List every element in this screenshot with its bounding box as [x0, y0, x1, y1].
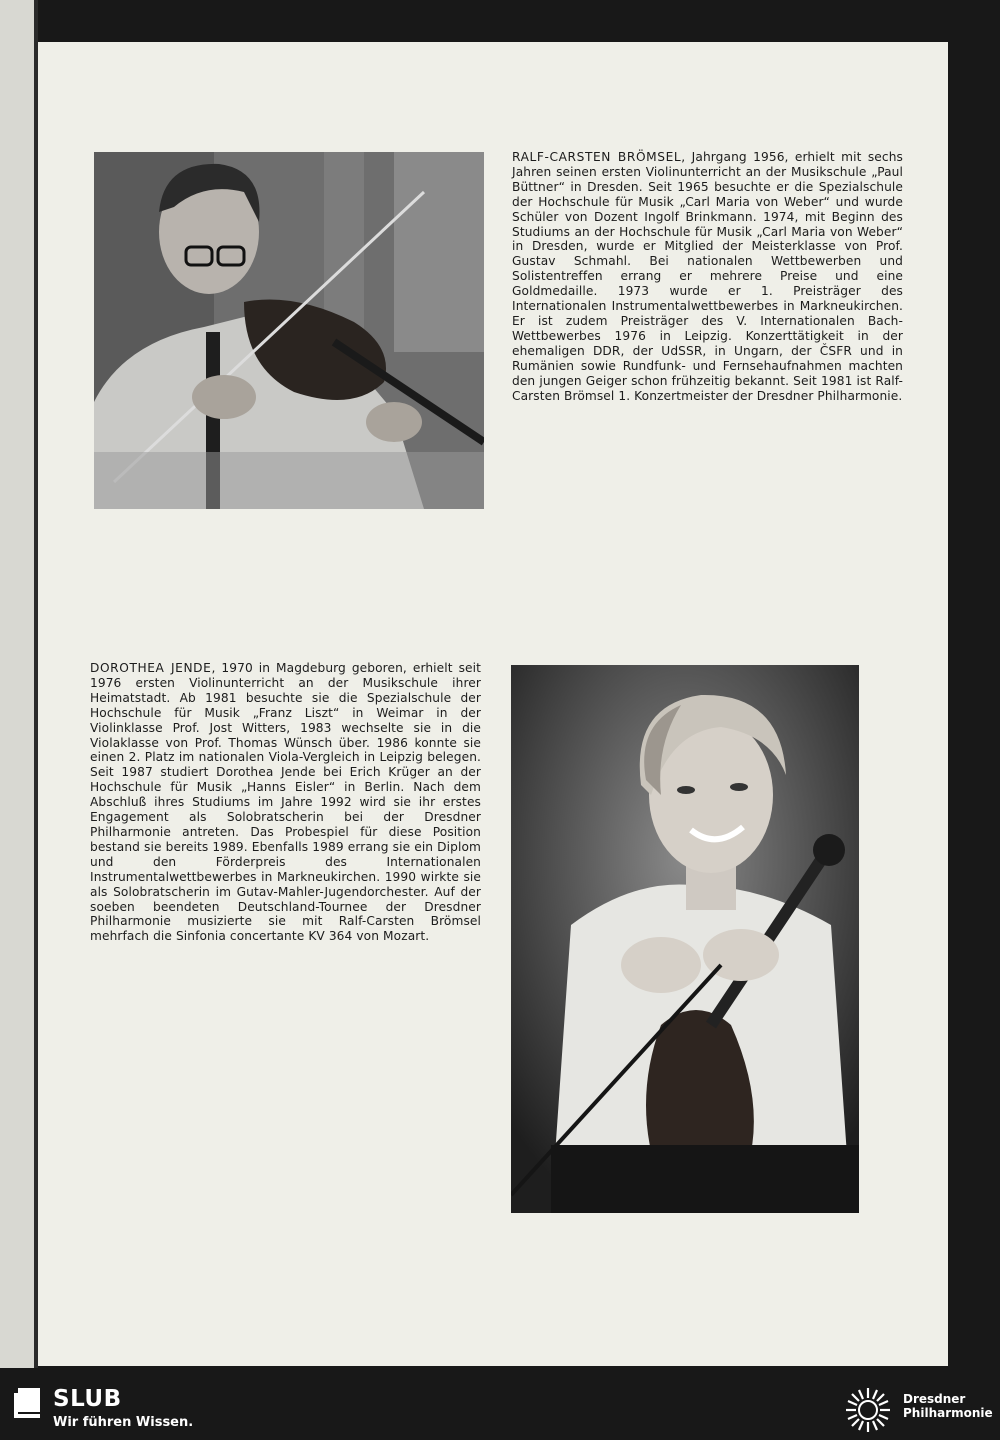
dresdner-philharmonie-logo-icon[interactable]	[842, 1384, 894, 1436]
scan-left-edge	[0, 0, 38, 1368]
slub-claim: Wir führen Wissen.	[53, 1415, 194, 1430]
biography-jende	[90, 661, 481, 944]
name-jende: DOROTHEA JENDE	[90, 661, 212, 675]
biography-broemsel-text: , Jahrgang 1956, erhielt mit sechs Jahren seinen ersten Violinunterricht an der Musikschule „Paul Büttner“ in Dresden. Seit 1965 besuchte er die Spezialschule der Hochschule für Musik „Carl Maria von Weber“ und wurde Schüler von Dozent Ingolf Brinkmann. 1974, mit Beginn des Studiums an der Hochschule für Musik „Carl Maria von Weber“ in Dresden, wurde er Mitglied der Meisterklasse von Prof. Gustav Schmahl. Bei nationalen Wettbewerben und Solistentreffen errang er mehrere Preise und eine Goldmedaille. 1973 wurde er 1. Preisträger des Internationalen Instrumentalwettbewerbes in Markneukirchen. Er ist zudem Preisträger des V. Internationalen Bach-Wettbewerbes 1976 in Leipzig. Konzerttätigkeit in der ehemaligen DDR, der UdSSR, in Ungarn, der ČSFR und in Rumänien sowie Rundfunk- und Fernsehaufnahmen machten den jungen Geiger schon frühzeitig bekannt. Seit 1981 ist Ralf-Carsten Brömsel 1. Konzertmeister der Dresdner Philharmonie.	[512, 150, 903, 403]
photo-violist-jende	[511, 665, 859, 1213]
partner-line-2: Philharmonie	[903, 1406, 993, 1420]
name-broemsel: RALF-CARSTEN BRÖMSEL	[512, 150, 682, 164]
biography-broemsel	[512, 150, 903, 403]
photo-violinist-broemsel	[94, 152, 484, 509]
biography-jende-text: , 1970 in Magdeburg geboren, erhielt seit 1976 ersten Violinunterricht an der Musikschule ihrer Heimatstadt. Ab 1981 besuchte sie die Spezialschule der Hochschule für Musik „Franz Liszt“ in Weimar in der Violinklasse Prof. Jost Witters, 1983 wechselte sie in die Violaklasse von Prof. Thomas Wünsch über. 1986 konnte sie einen 2. Platz im nationalen Viola-Vergleich in Leipzig belegen. Seit 1987 studiert Dorothea Jende bei Erich Krüger an der Hochschule für Musik „Hanns Eisler“ in Berlin. Nach dem Abschluß ihres Studiums im Jahre 1992 wird sie ihr erstes Engagement als Solobratscherin bei der Dresdner Philharmonie antreten. Das Probespiel für diese Position bestand sie bereits 1989. Ebenfalls 1989 errang sie ein Diplom und den Förderpreis des Internationalen Instrumentalwettbewerbes in Markneukirchen. 1990 wirkte sie als Solobratscherin im Gutav-Mahler-Jugendorchester. Auf der soeben beendeten Deutschland-Tournee der Dresdner Philharmonie musizierte sie mit Ralf-Carsten Brömsel mehrfach die Sinfonia concertante KV 364 von Mozart.	[90, 661, 481, 944]
dresdner-philharmonie-name[interactable]	[903, 1392, 993, 1420]
partner-line-1: Dresdner	[903, 1392, 966, 1406]
slub-name[interactable]: SLUB	[53, 1386, 122, 1412]
slub-logo-icon[interactable]	[14, 1388, 40, 1418]
